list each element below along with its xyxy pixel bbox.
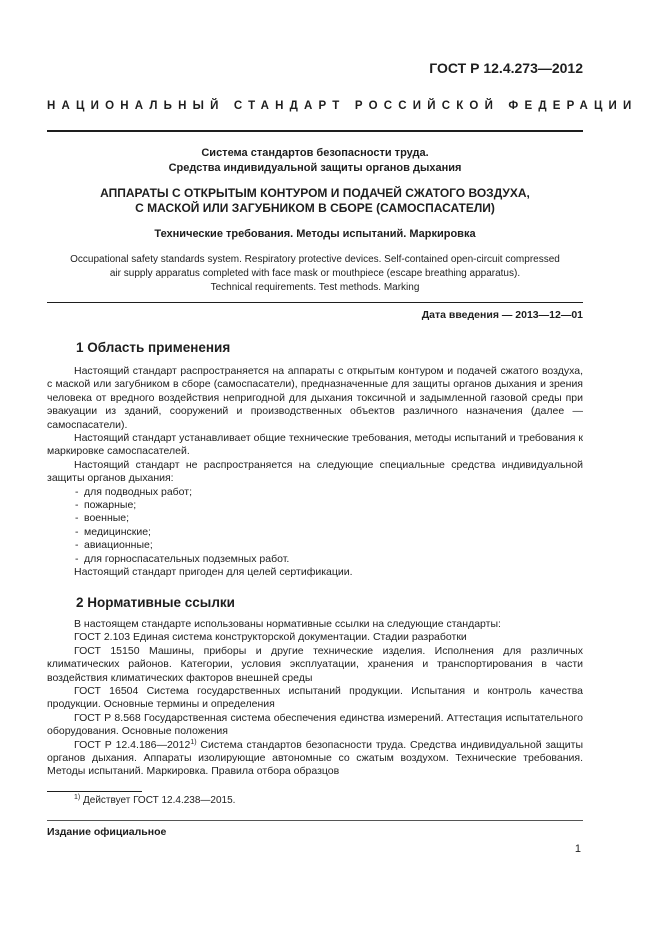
mid-divider: [47, 302, 583, 303]
reference-code: ГОСТ Р 12.4.186—2012: [74, 738, 191, 751]
title-system-block: [47, 146, 583, 176]
list-item: - для горноспасательных подземных работ.: [75, 552, 290, 565]
introduction-date: Дата введения — 2013—12—01: [421, 309, 583, 321]
section2-paragraph: [47, 739, 583, 779]
section1-paragraph: Настоящий стандарт пригоден для целей сертификации.: [74, 566, 353, 579]
section2-paragraph: ГОСТ 15150 Машины, приборы и другие технические изделия. Исполнения для различных климатических районов. Категории, условия эксплуатации, хранения и транспортирования в части воздействия климатических факторов внешней среды: [47, 644, 583, 684]
list-item: - авиационные;: [75, 539, 153, 552]
list-item: - медицинские;: [75, 525, 151, 538]
footnote: [74, 795, 235, 806]
footnote-mark: 1): [74, 794, 81, 801]
edition-label: Издание официальное: [47, 826, 167, 838]
title-main-line2: С МАСКОЙ ИЛИ ЗАГУБНИКОМ В СБОРЕ (САМОСПАСАТЕЛИ): [135, 201, 495, 215]
section2-heading: [76, 595, 235, 610]
document-code: ГОСТ Р 12.4.273—2012: [429, 60, 583, 76]
section1-body: [47, 365, 583, 580]
english-title-line1: Occupational safety standards system. Respiratory protective devices. Self-contained open-circuit compressed: [70, 254, 560, 265]
footnote-divider: [47, 791, 142, 792]
page-number: 1: [574, 843, 581, 855]
section2-body: [47, 618, 583, 779]
section1-paragraph: Настоящий стандарт не распространяется на следующие специальные средства индивидуальной защиты органов дыхания:: [47, 458, 583, 485]
top-divider: [47, 130, 583, 132]
section2-paragraph: ГОСТ Р 8.568 Государственная система обеспечения единства измерений. Аттестация испытательного оборудования. Основные положения: [47, 711, 583, 738]
title-subtitle: Технические требования. Методы испытаний. Маркировка: [154, 228, 476, 240]
section1-paragraph: Настоящий стандарт устанавливает общие технические требования, методы испытаний и требования к маркировке самоспасателей.: [47, 432, 583, 458]
english-title-line3: Technical requirements. Test methods. Marking: [210, 282, 420, 293]
list-item: - военные;: [75, 512, 130, 525]
footnote-ref: 1): [190, 738, 197, 746]
title-main-line1: АППАРАТЫ С ОТКРЫТЫМ КОНТУРОМ И ПОДАЧЕЙ СЖАТОГО ВОЗДУХА,: [100, 186, 530, 200]
national-standard-header: НАЦИОНАЛЬНЫЙ СТАНДАРТ РОССИЙСКОЙ ФЕДЕРАЦИИ: [47, 100, 638, 112]
english-title-line2: air supply apparatus completed with face mask or mouthpiece (escape breathing apparatus).: [109, 268, 521, 279]
reference-text: Система стандартов безопасности труда. Средства индивидуальной защиты органов дыхания. Аппараты изолирующие автономные со сжатым воздухом. Технические требования. Методы испытаний. Маркировка. Правила отбора образцов: [47, 738, 583, 778]
section2-paragraph: ГОСТ 16504 Система государственных испытаний продукции. Испытания и контроль качества продукции. Основные термины и определения: [47, 685, 583, 711]
bottom-divider: [47, 820, 583, 821]
section2-paragraph: В настоящем стандарте использованы нормативные ссылки на следующие стандарты:: [74, 618, 501, 630]
english-title-block: [47, 253, 583, 295]
footnote-text: Действует ГОСТ 12.4.238—2015.: [80, 795, 236, 806]
section1-heading: [76, 340, 230, 355]
section1-paragraph: Настоящий стандарт распространяется на аппараты с открытым контуром и подачей сжатого воздуха, с маской или загубником в сборе (самоспасатели), предназначенные для защиты органов дыхания и зрения человека от вредного воздействия непригодной для дыхания токсичной и задымленной газовой среды при эвакуации из зданий, сооружений и производственных объектов различного назначения (далее — самоспасатели).: [47, 365, 583, 431]
title-main-block: [47, 186, 583, 216]
list-item: - пожарные;: [75, 499, 137, 512]
title-system-line2: Средства индивидуальной защиты органов дыхания: [168, 162, 462, 174]
list-item: - для подводных работ;: [75, 485, 193, 498]
title-system-line1: Система стандартов безопасности труда.: [201, 147, 429, 159]
section2-paragraph: ГОСТ 2.103 Единая система конструкторской документации. Стадии разработки: [74, 631, 467, 644]
section2-heading-text: 2 Нормативные ссылки: [76, 595, 235, 610]
section1-heading-text: 1 Область применения: [76, 340, 231, 355]
